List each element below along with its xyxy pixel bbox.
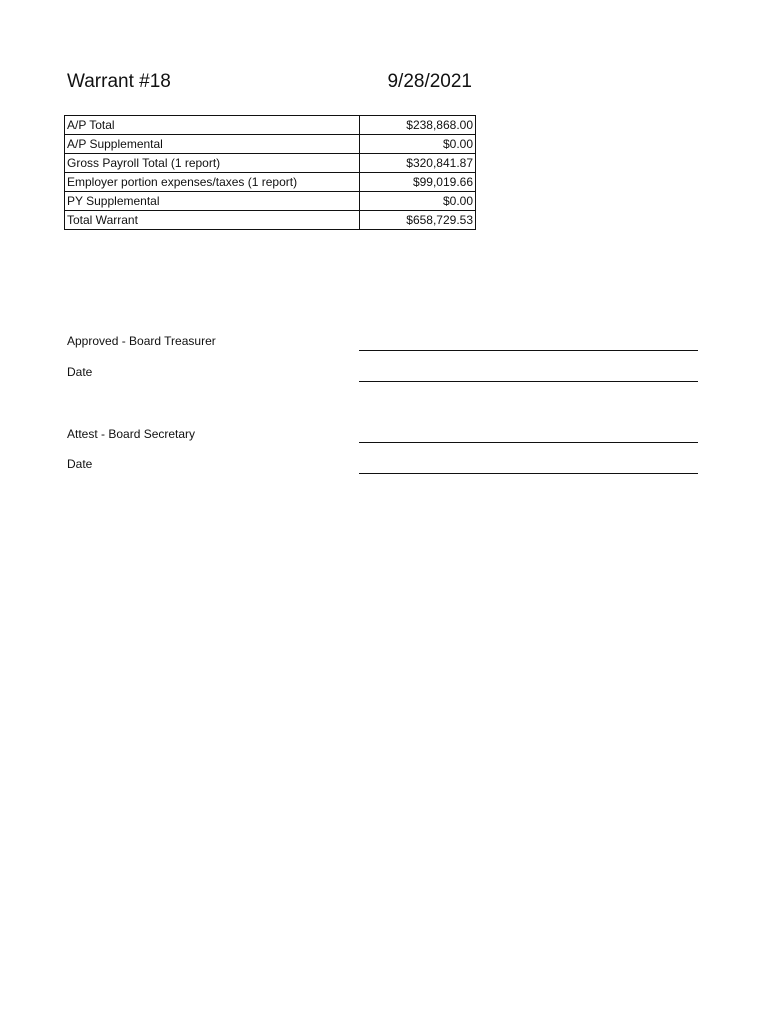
secretary-date-label: Date [67,457,93,471]
row-label: A/P Total [65,116,360,135]
table-row [65,154,476,173]
table-row [65,173,476,192]
row-label: PY Supplemental [65,192,360,211]
secretary-signature-line[interactable] [359,442,698,443]
warrant-summary-table [64,115,476,230]
table-row [65,116,476,135]
row-amount: $0.00 [360,192,476,211]
warrant-date: 9/28/2021 [387,71,472,92]
row-amount: $320,841.87 [360,154,476,173]
treasurer-date-label: Date [67,365,93,379]
row-amount: $0.00 [360,135,476,154]
treasurer-date-line[interactable] [359,381,698,382]
row-label: Gross Payroll Total (1 report) [65,154,360,173]
row-label: Total Warrant [65,211,360,230]
warrant-title: Warrant #18 [67,71,171,92]
row-amount: $238,868.00 [360,116,476,135]
row-label: A/P Supplemental [65,135,360,154]
treasurer-signature-line[interactable] [359,350,698,351]
table-row [65,192,476,211]
row-amount: $99,019.66 [360,173,476,192]
row-label: Employer portion expenses/taxes (1 report) [65,173,360,192]
secretary-date-line[interactable] [359,473,698,474]
row-amount: $658,729.53 [360,211,476,230]
table-row-total [65,211,476,230]
table-row [65,135,476,154]
treasurer-approval-label: Approved - Board Treasurer [67,334,216,348]
secretary-attest-label: Attest - Board Secretary [67,427,196,441]
